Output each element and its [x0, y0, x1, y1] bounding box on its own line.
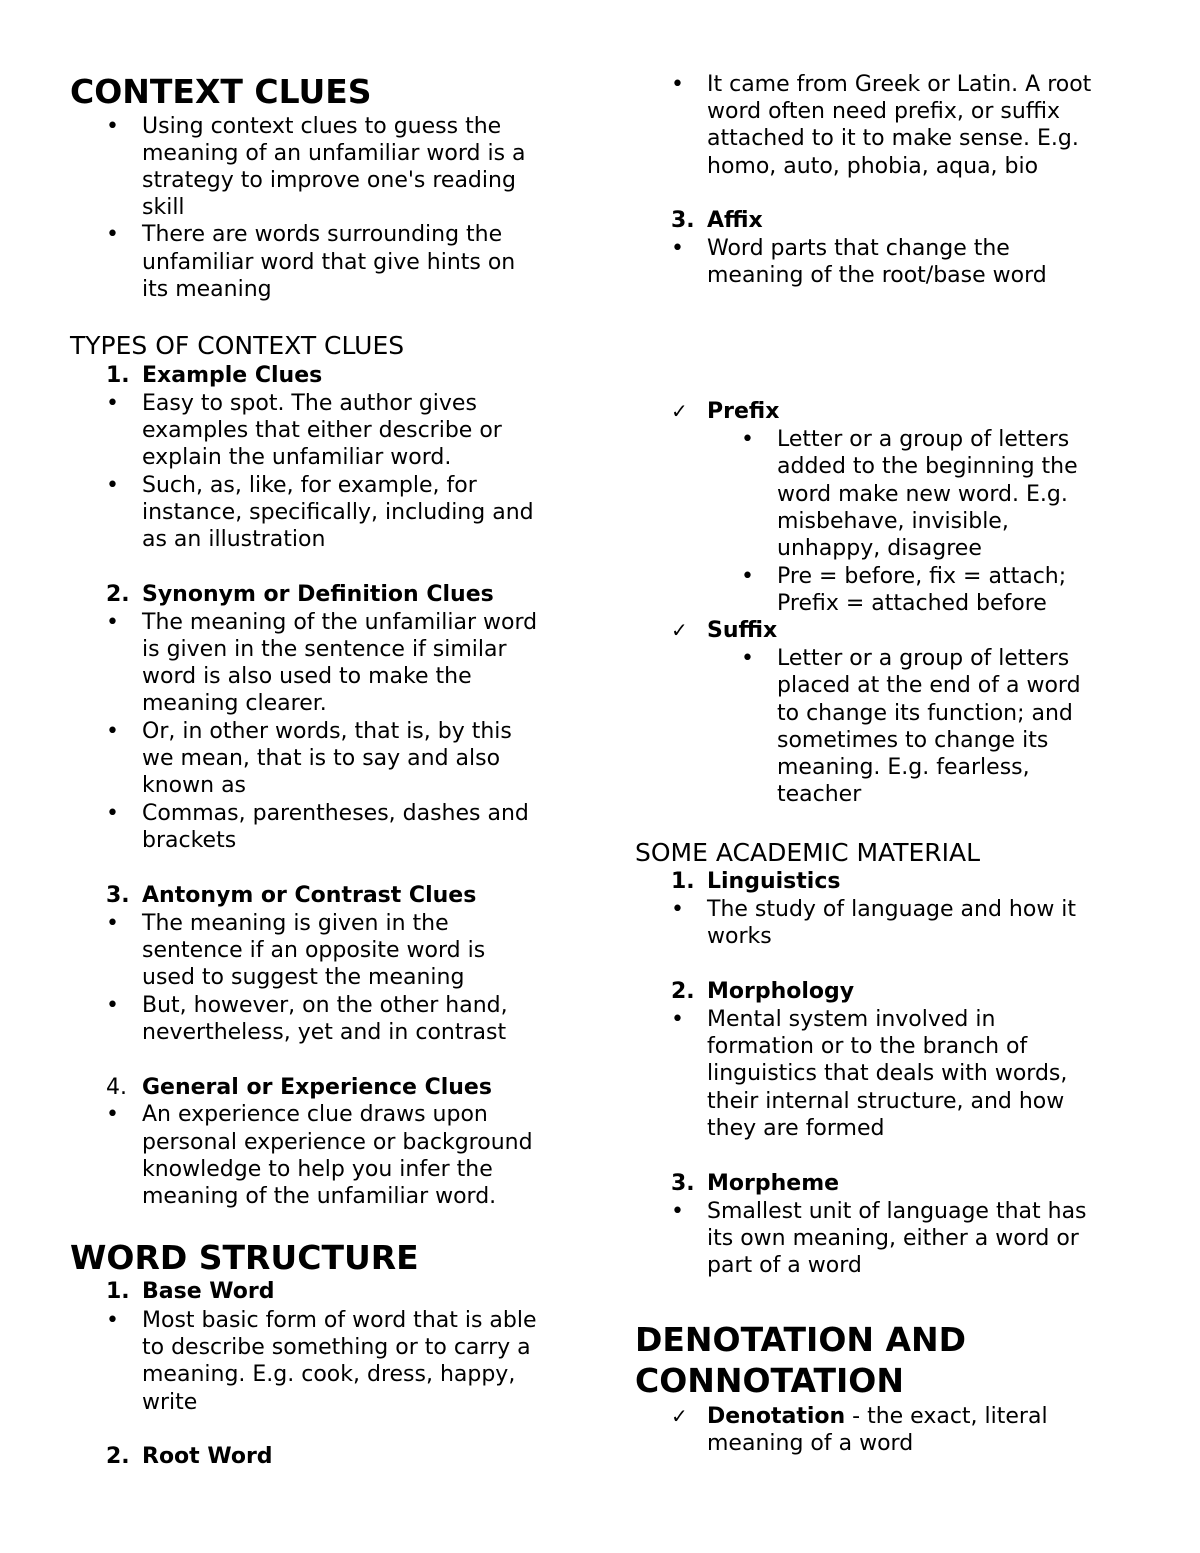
bullet-icon: •	[671, 1199, 684, 1224]
denotation-term: Denotation	[707, 1404, 846, 1429]
text-line: meaning clearer.	[142, 691, 327, 716]
text-line: Such, as, like, for example, for	[142, 473, 477, 498]
text-line: unfamiliar word that give hints on	[142, 250, 516, 275]
text-line: sentence if an opposite word is	[142, 938, 486, 963]
section-number: 3.	[671, 1171, 695, 1196]
text-line: An experience clue draws upon	[142, 1102, 488, 1127]
text-line: write	[142, 1390, 198, 1415]
section-heading-general-clues: General or Experience Clues	[142, 1075, 492, 1100]
text-line: linguistics that deals with words,	[707, 1061, 1068, 1086]
text-line: nevertheless, yet and in contrast	[142, 1020, 507, 1045]
bullet-icon: •	[106, 222, 119, 247]
section-heading-synonym-clues: Synonym or Definition Clues	[142, 582, 494, 607]
text-line: known as	[142, 773, 247, 798]
text-line: skill	[142, 195, 185, 220]
text-line: placed at the end of a word	[777, 673, 1081, 698]
bullet-icon: •	[741, 564, 754, 589]
text-line: meaning of the root/base word	[707, 263, 1047, 288]
text-line: sometimes to change its	[777, 728, 1049, 753]
bullet-icon: •	[106, 610, 119, 635]
text-line: meaning of a word	[707, 1431, 914, 1456]
denotation-def-first: - the exact, literal	[845, 1404, 1048, 1429]
bullet-icon: •	[106, 911, 119, 936]
text-line: to change its function; and	[777, 701, 1073, 726]
text-line: attached to it to make sense. E.g.	[707, 126, 1079, 151]
section-heading-linguistics: Linguistics	[707, 869, 841, 894]
text-line: they are formed	[707, 1116, 885, 1141]
bullet-icon: •	[106, 1102, 119, 1127]
checkmark-icon: ✓	[671, 1404, 688, 1428]
bullet-icon: •	[741, 646, 754, 671]
text-line: is given in the sentence if similar	[142, 637, 507, 662]
heading-context-clues: CONTEXT CLUES	[70, 72, 372, 111]
section-number: 2.	[106, 1444, 130, 1469]
section-number: 3.	[671, 208, 695, 233]
text-line: their internal structure, and how	[707, 1089, 1065, 1114]
text-line: Letter or a group of letters	[777, 427, 1070, 452]
text-line: Letter or a group of letters	[777, 646, 1070, 671]
subheading-suffix: Suffix	[707, 618, 778, 643]
text-line: It came from Greek or Latin. A root	[707, 72, 1092, 97]
heading-denotation-line-2: CONNOTATION	[635, 1361, 904, 1400]
text-line: used to suggest the meaning	[142, 965, 465, 990]
bullet-icon: •	[106, 719, 119, 744]
text-line: knowledge to help you infer the	[142, 1157, 493, 1182]
text-line: examples that either describe or	[142, 418, 502, 443]
text-line: as an illustration	[142, 527, 326, 552]
text-line: meaning. E.g. cook, dress, happy,	[142, 1362, 516, 1387]
section-heading-morphology: Morphology	[707, 979, 855, 1004]
text-line: brackets	[142, 828, 237, 853]
heading-types-of-context-clues: TYPES OF CONTEXT CLUES	[70, 331, 405, 360]
heading-some-academic-material: SOME ACADEMIC MATERIAL	[635, 838, 981, 867]
section-number: 2.	[671, 979, 695, 1004]
text-line: The study of language and how it	[707, 897, 1077, 922]
section-number: 1.	[671, 869, 695, 894]
section-heading-example-clues: Example Clues	[142, 363, 323, 388]
bullet-icon: •	[106, 1308, 119, 1333]
section-number: 1.	[106, 363, 130, 388]
text-line: part of a word	[707, 1253, 862, 1278]
text-line: Or, in other words, that is, by this	[142, 719, 512, 744]
text-line: its meaning	[142, 277, 272, 302]
text-line: word often need prefix, or suffix	[707, 99, 1061, 124]
bullet-icon: •	[106, 801, 119, 826]
text-line: meaning of the unfamiliar word.	[142, 1184, 497, 1209]
text-line: strategy to improve one's reading	[142, 168, 516, 193]
section-heading-morpheme: Morpheme	[707, 1171, 840, 1196]
section-number: 1.	[106, 1279, 130, 1304]
checkmark-icon: ✓	[671, 399, 688, 423]
text-line: homo, auto, phobia, aqua, bio	[707, 154, 1039, 179]
text-line: But, however, on the other hand,	[142, 993, 508, 1018]
text-line: There are words surrounding the	[142, 222, 503, 247]
text-line: unhappy, disagree	[777, 536, 982, 561]
text-line: word is also used to make the	[142, 664, 472, 689]
section-number: 2.	[106, 582, 130, 607]
text-line: works	[707, 924, 772, 949]
section-heading-affix: Affix	[707, 208, 763, 233]
text-line: meaning of an unfamiliar word is a	[142, 141, 526, 166]
text-line: Smallest unit of language that has	[707, 1199, 1087, 1224]
text-line: formation or to the branch of	[707, 1034, 1028, 1059]
text-line: The meaning of the unfamiliar word	[142, 610, 538, 635]
text-line: added to the beginning the	[777, 454, 1078, 479]
text-line: we mean, that is to say and also	[142, 746, 501, 771]
text-line: Word parts that change the	[707, 236, 1010, 261]
text-line: Most basic form of word that is able	[142, 1308, 537, 1333]
checkmark-icon: ✓	[671, 618, 688, 642]
text-line: word make new word. E.g.	[777, 482, 1068, 507]
text-line: Pre = before, fix = attach;	[777, 564, 1067, 589]
bullet-icon: •	[106, 391, 119, 416]
heading-denotation-line-1: DENOTATION AND	[635, 1320, 967, 1359]
bullet-icon: •	[671, 1007, 684, 1032]
text-line: Using context clues to guess the	[142, 114, 502, 139]
denotation-definition	[707, 1403, 1048, 1430]
text-line: its own meaning, either a word or	[707, 1226, 1079, 1251]
text-line: Easy to spot. The author gives	[142, 391, 477, 416]
section-heading-root-word: Root Word	[142, 1444, 273, 1469]
text-line: Prefix = attached before	[777, 591, 1047, 616]
bullet-icon: •	[671, 72, 684, 97]
text-line: meaning. E.g. fearless,	[777, 755, 1030, 780]
text-line: teacher	[777, 782, 862, 807]
section-heading-antonym-clues: Antonym or Contrast Clues	[142, 883, 477, 908]
text-line: Commas, parentheses, dashes and	[142, 801, 529, 826]
text-line: explain the unfamiliar word.	[142, 445, 452, 470]
bullet-icon: •	[671, 897, 684, 922]
text-line: instance, specifically, including and	[142, 500, 534, 525]
text-line: Mental system involved in	[707, 1007, 996, 1032]
bullet-icon: •	[741, 427, 754, 452]
section-number: 3.	[106, 883, 130, 908]
bullet-icon: •	[106, 993, 119, 1018]
bullet-icon: •	[106, 114, 119, 139]
section-heading-base-word: Base Word	[142, 1279, 275, 1304]
text-line: misbehave, invisible,	[777, 509, 1009, 534]
section-number: 4.	[106, 1075, 127, 1100]
bullet-icon: •	[106, 473, 119, 498]
text-line: personal experience or background	[142, 1130, 533, 1155]
text-line: to describe something or to carry a	[142, 1335, 531, 1360]
text-line: The meaning is given in the	[142, 911, 449, 936]
heading-word-structure: WORD STRUCTURE	[70, 1238, 419, 1277]
bullet-icon: •	[671, 236, 684, 261]
subheading-prefix: Prefix	[707, 399, 780, 424]
